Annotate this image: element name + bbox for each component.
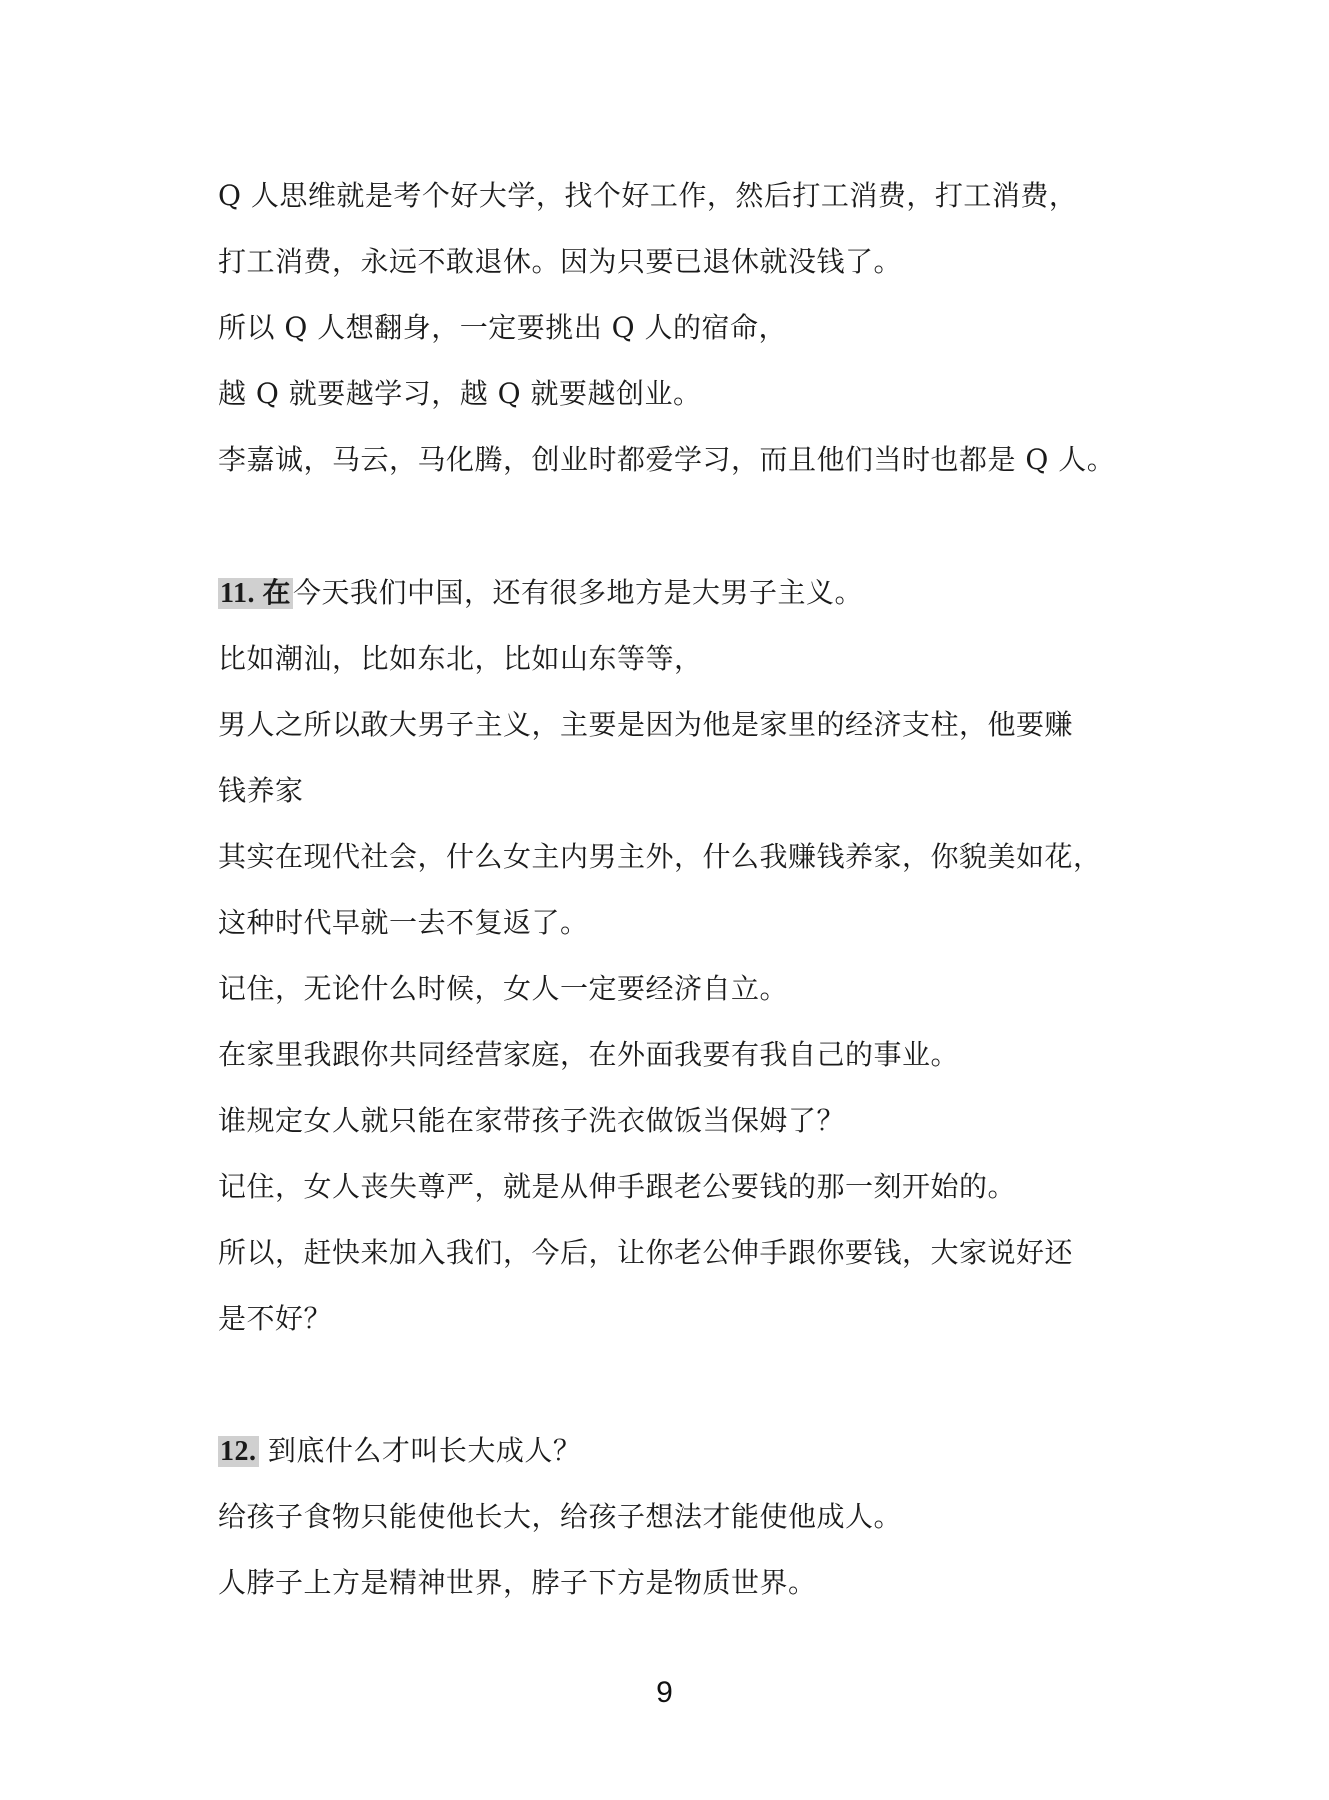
paragraph-line: 所以，赶快来加入我们，今后，让你老公伸手跟你要钱，大家说好还: [218, 1236, 1074, 1269]
paragraph-line: 比如潮汕，比如东北，比如山东等等，: [218, 642, 703, 675]
paragraph-line: 钱养家: [218, 774, 304, 807]
paragraph-line: 给孩子食物只能使他长大，给孩子想法才能使他成人。: [218, 1500, 903, 1533]
paragraph-line: 记住，女人丧失尊严，就是从伸手跟老公要钱的那一刻开始的。: [218, 1170, 1017, 1203]
heading-text: 今天我们中国，还有很多地方是大男子主义。: [292, 576, 863, 609]
paragraph-line: 李嘉诚，马云，马化腾，创业时都爱学习，而且他们当时也都是 Q 人。: [218, 443, 1116, 476]
section-number: 11. 在: [220, 578, 291, 609]
paragraph-line: 男人之所以敢大男子主义，主要是因为他是家里的经济支柱，他要赚: [218, 708, 1074, 741]
paragraph-line: 越 Q 就要越学习，越 Q 就要越创业。: [218, 377, 702, 410]
paragraph-line: 所以 Q 人想翻身，一定要挑出 Q 人的宿命，: [218, 311, 788, 344]
paragraph-line: 是不好？: [218, 1302, 333, 1335]
paragraph-line: 谁规定女人就只能在家带孩子洗衣做饭当保姆了？: [218, 1104, 846, 1137]
heading-text: 到底什么才叫长大成人？: [258, 1434, 582, 1467]
paragraph-line: 人脖子上方是精神世界，脖子下方是物质世界。: [218, 1566, 817, 1599]
paragraph-line: 在家里我跟你共同经营家庭，在外面我要有我自己的事业。: [218, 1038, 960, 1071]
section-number: 12.: [220, 1436, 257, 1467]
paragraph-line: 其实在现代社会，什么女主内男主外，什么我赚钱养家，你貌美如花，: [218, 840, 1102, 873]
section-11-heading-line: [218, 573, 1118, 614]
paragraph-line: 打工消费，永远不敢退休。因为只要已退休就没钱了。: [218, 245, 903, 278]
section-12-heading-line: [218, 1431, 1118, 1472]
paragraph-line: Q 人思维就是考个好大学，找个好工作，然后打工消费，打工消费，: [218, 179, 1078, 212]
paragraph-line: 这种时代早就一去不复返了。: [218, 906, 589, 939]
paragraph-line: 记住，无论什么时候，女人一定要经济自立。: [218, 972, 789, 1005]
page-number: 9: [656, 1676, 673, 1709]
